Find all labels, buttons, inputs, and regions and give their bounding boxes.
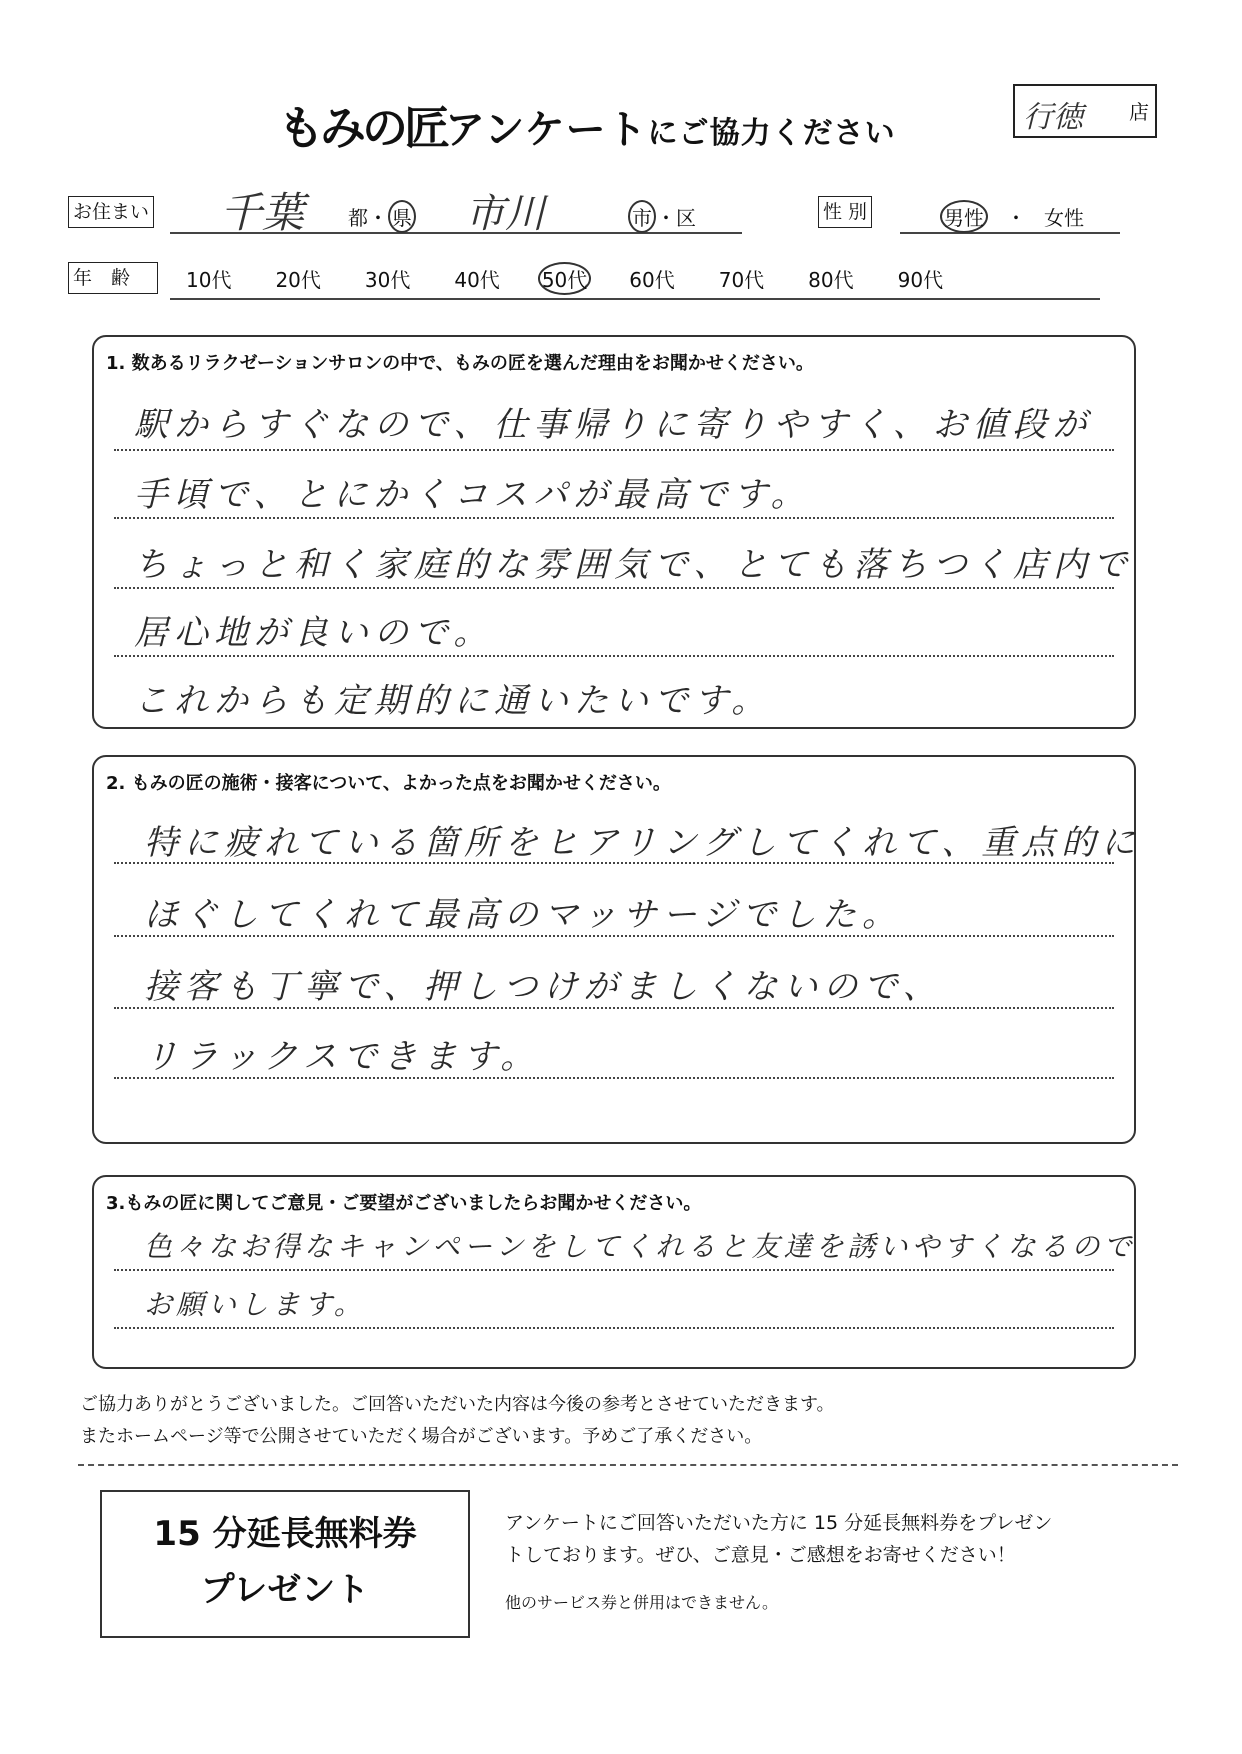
answer-2-line: リラックスできます。 — [144, 1037, 541, 1077]
age-option[interactable]: 70代 — [718, 268, 765, 292]
cut-line — [78, 1464, 1178, 1466]
pref-option-to: 都・ — [348, 206, 388, 230]
question-2: 2. もみの匠の施術・接客について、よかった点をお聞かせください。 — [106, 773, 671, 794]
answer-2-line: 特に疲れている箇所をヒアリングしてくれて、重点的に — [144, 823, 1142, 863]
coupon-box — [100, 1490, 470, 1638]
answer-1-line: これからも定期的に通いたいです。 — [134, 681, 772, 721]
age-option[interactable]: 90代 — [897, 268, 944, 292]
question-3: 3.もみの匠に関してご意見・ご要望がございましたらお聞かせください。 — [106, 1193, 702, 1214]
answer-line — [114, 1269, 1114, 1271]
gender-selected[interactable]: 男性 — [940, 200, 988, 233]
gender-separator: ・ — [1006, 206, 1026, 230]
page-title — [445, 98, 896, 155]
answer-line — [114, 655, 1114, 657]
pref-options — [348, 200, 416, 233]
gender-label: 性 別 — [818, 196, 872, 228]
answer-line — [114, 1327, 1114, 1329]
answer-line — [114, 587, 1114, 589]
age-option[interactable]: 30代 — [364, 268, 411, 292]
question-1: 1. 数あるリラクゼーションサロンの中で、もみの匠を選んだ理由をお聞かせください。 — [106, 353, 814, 374]
publish-notice: またホームページ等で公開させていただく場合がございます。予めご了承ください。 — [80, 1426, 763, 1447]
coupon-title: 15 分延長無料券 — [153, 1514, 417, 1554]
store-name: 行徳 — [1023, 100, 1083, 135]
age-option[interactable]: 80代 — [808, 268, 854, 292]
address-label: お住まい — [68, 196, 154, 228]
store-label: 店 — [1129, 100, 1149, 124]
coupon-subtitle: プレゼント — [200, 1570, 370, 1610]
answer-3-line: お願いします。 — [144, 1288, 366, 1321]
age-option-selected[interactable]: 50代 — [538, 262, 591, 295]
answer-2-line: 接客も丁寧で、押しつけがましくないので、 — [144, 967, 943, 1007]
title-suffix: にご協力ください — [647, 116, 896, 151]
title-main: アンケート — [445, 107, 648, 153]
answer-1-line: 手頃で、とにかくコスパが最高です。 — [134, 475, 811, 515]
coupon-description-1: アンケートにご回答いただいた方に 15 分延長無料券をプレゼン — [505, 1512, 1053, 1534]
age-underline — [170, 298, 1100, 300]
answer-2-line: ほぐしてくれて最高のマッサージでした。 — [144, 895, 902, 935]
age-label: 年 齢 — [68, 262, 158, 294]
answer-1-line: ちょっと和く家庭的な雰囲気で、とても落ちつく店内で — [134, 545, 1133, 585]
store-box — [1013, 84, 1157, 138]
age-option[interactable]: 60代 — [629, 268, 675, 292]
question-2-section — [92, 755, 1142, 1144]
logo: もみの匠 — [278, 101, 446, 155]
city-options — [628, 200, 696, 233]
coupon-description-2: トしております。ぜひ、ご意見・ご感想をお寄せください！ — [505, 1544, 1016, 1566]
prefecture-value: 千葉 — [220, 188, 305, 237]
gender-options — [940, 200, 1084, 233]
answer-3-line: 色々なお得なキャンペーンをしてくれると友達を誘いやすくなるので — [144, 1230, 1136, 1263]
thanks-text: ご協力ありがとうございました。ご回答いただいた内容は今後の参考とさせていただきます。 — [80, 1394, 835, 1415]
answer-1-line: 駅からすぐなので、仕事帰りに寄りやすく、お値段が — [134, 405, 1093, 445]
gender-option-female[interactable]: 女性 — [1044, 206, 1084, 230]
answer-1-line: 居心地が良いので。 — [134, 613, 494, 653]
age-option[interactable]: 20代 — [275, 268, 321, 292]
question-1-section — [92, 335, 1136, 729]
city-selected[interactable]: 市 — [628, 200, 656, 233]
city-value: 市川 — [465, 191, 545, 237]
pref-selected[interactable]: 県 — [388, 200, 416, 233]
age-options — [186, 264, 943, 293]
answer-line — [114, 449, 1114, 451]
answer-line — [114, 517, 1114, 519]
coupon-note: 他のサービス券と併用はできません。 — [505, 1593, 778, 1612]
city-option-ku: ・区 — [656, 206, 696, 230]
question-3-section — [92, 1175, 1136, 1369]
age-option[interactable]: 10代 — [186, 268, 232, 292]
age-option[interactable]: 40代 — [454, 268, 500, 292]
